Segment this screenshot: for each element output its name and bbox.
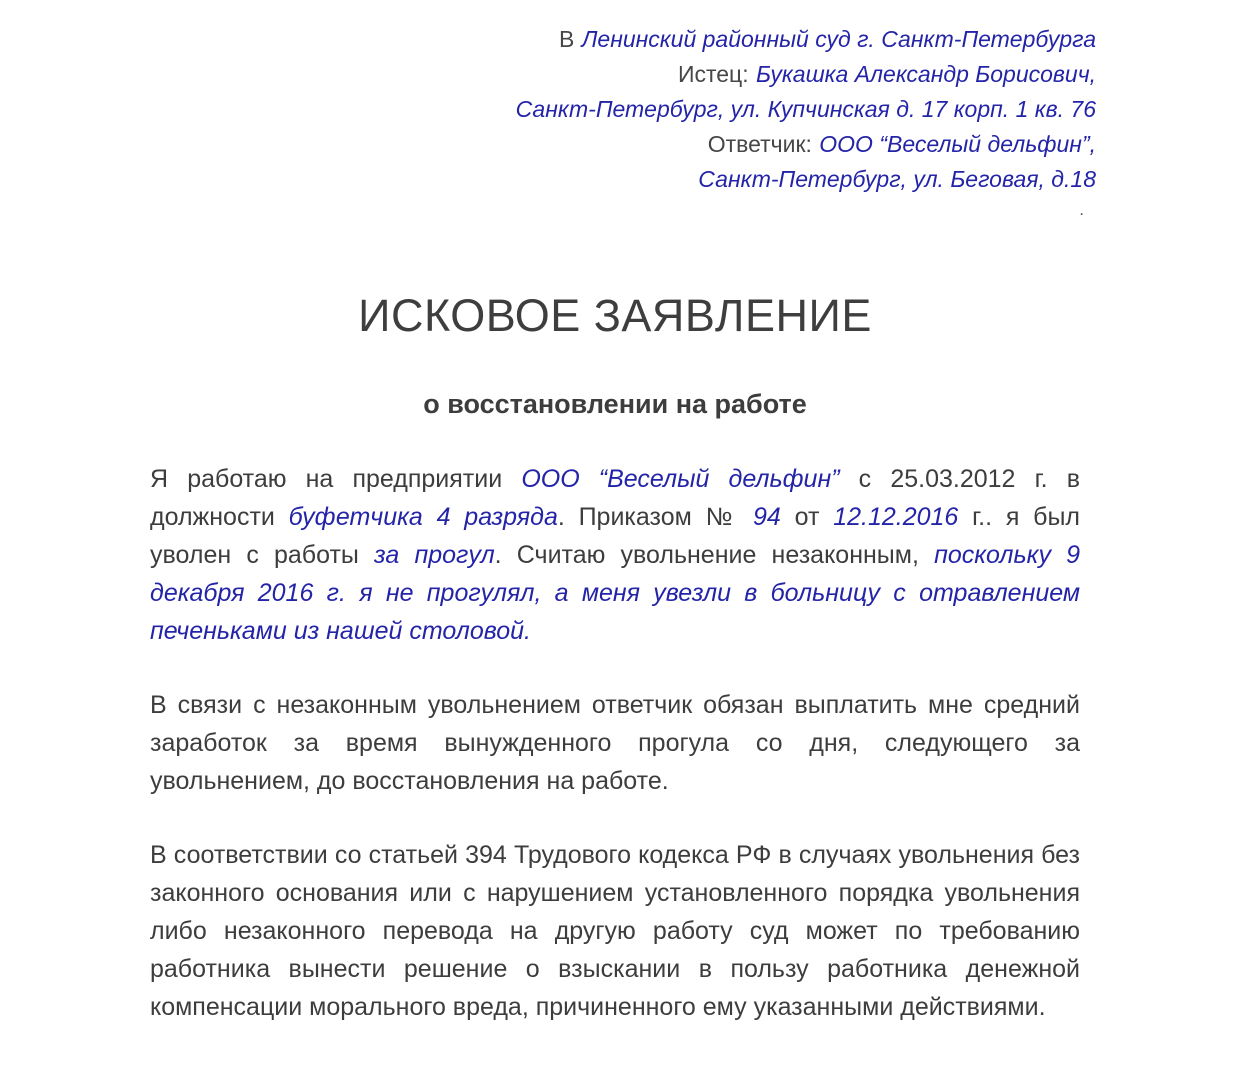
text-segment: буфетчика 4 разряда [288,503,558,531]
plaintiff-address-line [376,92,1096,127]
text-segment: за прогул [374,541,495,569]
court-line-value: Ленинский районный суд г. Санкт-Петербурга [581,26,1096,52]
text-segment: с 25.03.2012 г. в должности [150,465,1081,531]
text-segment: В связи с незаконным увольнением ответчик обязан выплатить мне средний заработок за время вынужденного прогула со дня, следующего за увольнением, до восстановления на работе. [150,691,1080,795]
plaintiff-address: Санкт-Петербург, ул. Купчинская д. 17 корп. 1 кв. 76 [515,96,1096,122]
document-title: ИСКОВОЕ ЗАЯВЛЕНИЕ [358,290,872,341]
text-segment: . Приказом № [557,503,754,531]
court-header [376,22,1096,197]
text-segment: ООО “Веселый дельфин” [521,465,840,493]
paragraph-employment [150,460,1080,650]
defendant-line [376,127,1096,162]
text-segment: Я работаю на предприятии [150,465,522,493]
stray-period: . [1079,200,1084,219]
court-line-label: В [558,26,575,52]
plaintiff-name: Букашка Александр Борисович, [755,61,1096,87]
plaintiff-line [376,57,1096,92]
court-line [376,22,1096,57]
defendant-label: Ответчик: [707,131,812,157]
text-segment: г.. я был уволен с работы [150,503,1081,569]
paragraph-law-reference [150,836,1080,1026]
defendant-name: ООО “Веселый дельфин”, [819,131,1096,157]
text-segment: . Считаю увольнение незаконным, [494,541,935,569]
plaintiff-label: Истец: [677,61,749,87]
text-segment: 12.12.2016 [833,503,959,531]
defendant-address-line [376,162,1096,197]
document-subtitle: о восстановлении на работе [423,389,807,419]
paragraph-compensation [150,686,1080,800]
text-segment: от [780,503,834,531]
defendant-address: Санкт-Петербург, ул. Беговая, д.18 [698,166,1096,192]
text-segment: 94 [753,503,781,531]
text-segment: поскольку 9 декабря 2016 г. я не прогулял, а меня увезли в больницу с отравлением печеньками из нашей столовой. [150,541,1081,645]
text-segment: В соответствии со статьей 394 Трудового кодекса РФ в случаях увольнения без законного основания или с нарушением установленного порядка увольнения либо незаконного перевода на другую работу суд может по требованию работника вынести решение о взыскании в пользу работника денежной компенсации морального вреда, причиненного ему указанными действиями. [150,841,1080,1021]
